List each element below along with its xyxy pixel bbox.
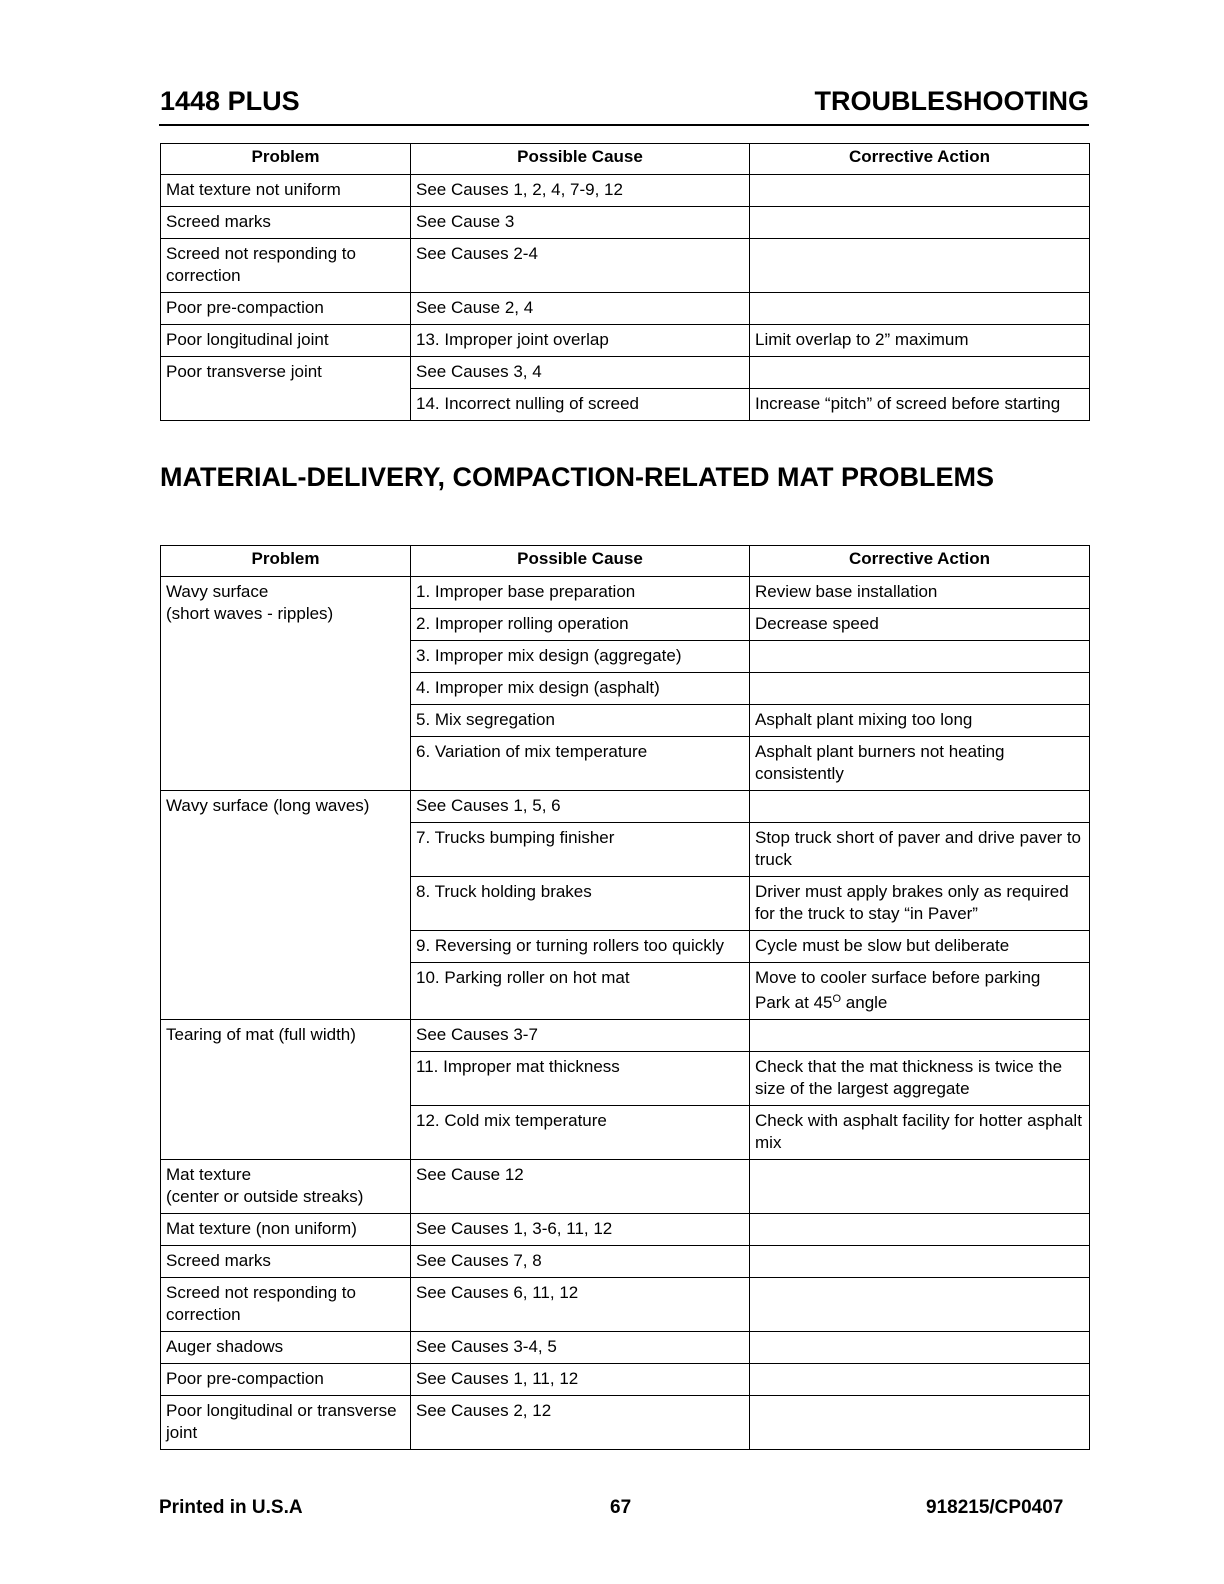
table-header-row <box>161 144 1090 175</box>
problem-cell: Mat texture not uniform <box>161 175 411 207</box>
cause-cell: See Causes 1, 5, 6 <box>411 791 750 823</box>
action-cell: Increase “pitch” of screed before starting <box>750 389 1090 421</box>
action-cell: Stop truck short of paver and drive paver to truck <box>750 823 1090 877</box>
table-row <box>161 1246 1090 1278</box>
cause-cell: 11. Improper mat thickness <box>411 1052 750 1106</box>
cause-cell: See Causes 1, 2, 4, 7-9, 12 <box>411 175 750 207</box>
table-row <box>161 325 1090 357</box>
table-row <box>161 1396 1090 1450</box>
problem-cell: Poor pre-compaction <box>161 1364 411 1396</box>
table-header-row <box>161 546 1090 577</box>
table-row <box>161 293 1090 325</box>
cause-cell: See Causes 3-4, 5 <box>411 1332 750 1364</box>
action-cell <box>750 1364 1090 1396</box>
action-cell: Review base installation <box>750 577 1090 609</box>
problem-line: (short waves - ripples) <box>166 604 334 623</box>
action-cell: Asphalt plant burners not heating consistently <box>750 737 1090 791</box>
mat-problems-table <box>160 545 1090 1450</box>
action-cell <box>750 963 1090 1020</box>
cause-cell: 5. Mix segregation <box>411 705 750 737</box>
table-row <box>161 175 1090 207</box>
problem-line: Wavy surface <box>166 582 269 601</box>
table-row <box>161 791 1090 823</box>
cause-cell: 10. Parking roller on hot mat <box>411 963 750 1020</box>
table-row <box>161 207 1090 239</box>
action-cell <box>750 293 1090 325</box>
angle-prefix: Park at 45 <box>755 993 833 1012</box>
cause-cell: 8. Truck holding brakes <box>411 877 750 931</box>
action-line: Move to cooler surface before parking <box>755 968 1041 987</box>
manual-title: 1448 PLUS <box>160 86 300 116</box>
action-cell: Asphalt plant mixing too long <box>750 705 1090 737</box>
problem-line: Mat texture <box>166 1165 252 1184</box>
table-row <box>161 1160 1090 1214</box>
cause-cell: See Causes 1, 11, 12 <box>411 1364 750 1396</box>
cause-cell: 3. Improper mix design (aggregate) <box>411 641 750 673</box>
problem-cell: Tearing of mat (full width) <box>161 1020 411 1160</box>
column-header-problem: Problem <box>161 144 411 175</box>
cause-cell: 2. Improper rolling operation <box>411 609 750 641</box>
problem-cell: Screed not responding to correction <box>161 1278 411 1332</box>
cause-cell: See Causes 7, 8 <box>411 1246 750 1278</box>
action-cell <box>750 1020 1090 1052</box>
cause-cell: See Causes 2, 12 <box>411 1396 750 1450</box>
cause-cell: See Cause 2, 4 <box>411 293 750 325</box>
page-number: 67 <box>610 1497 632 1518</box>
footer-print-note: Printed in U.S.A <box>159 1497 303 1518</box>
table-row <box>161 1214 1090 1246</box>
table-row <box>161 357 1090 389</box>
cause-cell: See Causes 6, 11, 12 <box>411 1278 750 1332</box>
column-header-cause: Possible Cause <box>411 144 750 175</box>
action-cell <box>750 1214 1090 1246</box>
action-cell <box>750 673 1090 705</box>
document-number: 918215/CP0407 <box>926 1497 1064 1518</box>
cause-cell: 14. Incorrect nulling of screed <box>411 389 750 421</box>
cause-cell: 7. Trucks bumping finisher <box>411 823 750 877</box>
cause-cell: 13. Improper joint overlap <box>411 325 750 357</box>
table-row <box>161 1278 1090 1332</box>
angle-suffix: angle <box>841 993 888 1012</box>
problem-cell: Wavy surface (long waves) <box>161 791 411 1020</box>
problem-cell: Poor pre-compaction <box>161 293 411 325</box>
cause-cell: See Cause 12 <box>411 1160 750 1214</box>
cause-cell: See Causes 1, 3-6, 11, 12 <box>411 1214 750 1246</box>
cause-cell: See Cause 3 <box>411 207 750 239</box>
action-cell <box>750 175 1090 207</box>
cause-cell: 12. Cold mix temperature <box>411 1106 750 1160</box>
problem-cell: Screed marks <box>161 207 411 239</box>
section-header: TROUBLESHOOTING <box>814 86 1089 116</box>
column-header-cause: Possible Cause <box>411 546 750 577</box>
table-row <box>161 1364 1090 1396</box>
section-title: MATERIAL-DELIVERY, COMPACTION-RELATED MAT PROBLEMS <box>160 462 994 492</box>
degree-mark: O <box>832 993 842 1005</box>
problem-line: (center or outside streaks) <box>166 1187 364 1206</box>
action-cell: Decrease speed <box>750 609 1090 641</box>
action-cell: Cycle must be slow but deliberate <box>750 931 1090 963</box>
problem-cell: Poor longitudinal or transverse joint <box>161 1396 411 1450</box>
action-cell <box>750 1396 1090 1450</box>
page-header <box>159 84 1089 126</box>
table-row <box>161 239 1090 293</box>
problem-cell: Poor longitudinal joint <box>161 325 411 357</box>
cause-cell: 1. Improper base preparation <box>411 577 750 609</box>
action-cell <box>750 1246 1090 1278</box>
action-cell <box>750 1332 1090 1364</box>
action-cell <box>750 357 1090 389</box>
cause-cell: 9. Reversing or turning rollers too quickly <box>411 931 750 963</box>
problem-cell <box>161 577 411 791</box>
action-line-angle <box>755 992 1084 1014</box>
problem-cell: Poor transverse joint <box>161 357 411 421</box>
action-cell <box>750 791 1090 823</box>
action-cell <box>750 1278 1090 1332</box>
cause-cell: 6. Variation of mix temperature <box>411 737 750 791</box>
column-header-action: Corrective Action <box>750 546 1090 577</box>
action-cell: Driver must apply brakes only as required for the truck to stay “in Paver” <box>750 877 1090 931</box>
table-row <box>161 1020 1090 1052</box>
action-cell <box>750 641 1090 673</box>
table-row <box>161 577 1090 609</box>
problem-cell: Auger shadows <box>161 1332 411 1364</box>
problem-cell: Mat texture (non uniform) <box>161 1214 411 1246</box>
action-cell <box>750 1160 1090 1214</box>
column-header-problem: Problem <box>161 546 411 577</box>
cause-cell: 4. Improper mix design (asphalt) <box>411 673 750 705</box>
cause-cell: See Causes 2-4 <box>411 239 750 293</box>
action-cell: Check with asphalt facility for hotter asphalt mix <box>750 1106 1090 1160</box>
problem-cell: Screed not responding to correction <box>161 239 411 293</box>
action-cell <box>750 239 1090 293</box>
table-row <box>161 1332 1090 1364</box>
cause-cell: See Causes 3, 4 <box>411 357 750 389</box>
cause-cell: See Causes 3-7 <box>411 1020 750 1052</box>
action-cell: Limit overlap to 2” maximum <box>750 325 1090 357</box>
column-header-action: Corrective Action <box>750 144 1090 175</box>
action-cell <box>750 207 1090 239</box>
problem-cell: Screed marks <box>161 1246 411 1278</box>
screed-problems-table <box>160 143 1090 421</box>
action-cell: Check that the mat thickness is twice the size of the largest aggregate <box>750 1052 1090 1106</box>
problem-cell <box>161 1160 411 1214</box>
